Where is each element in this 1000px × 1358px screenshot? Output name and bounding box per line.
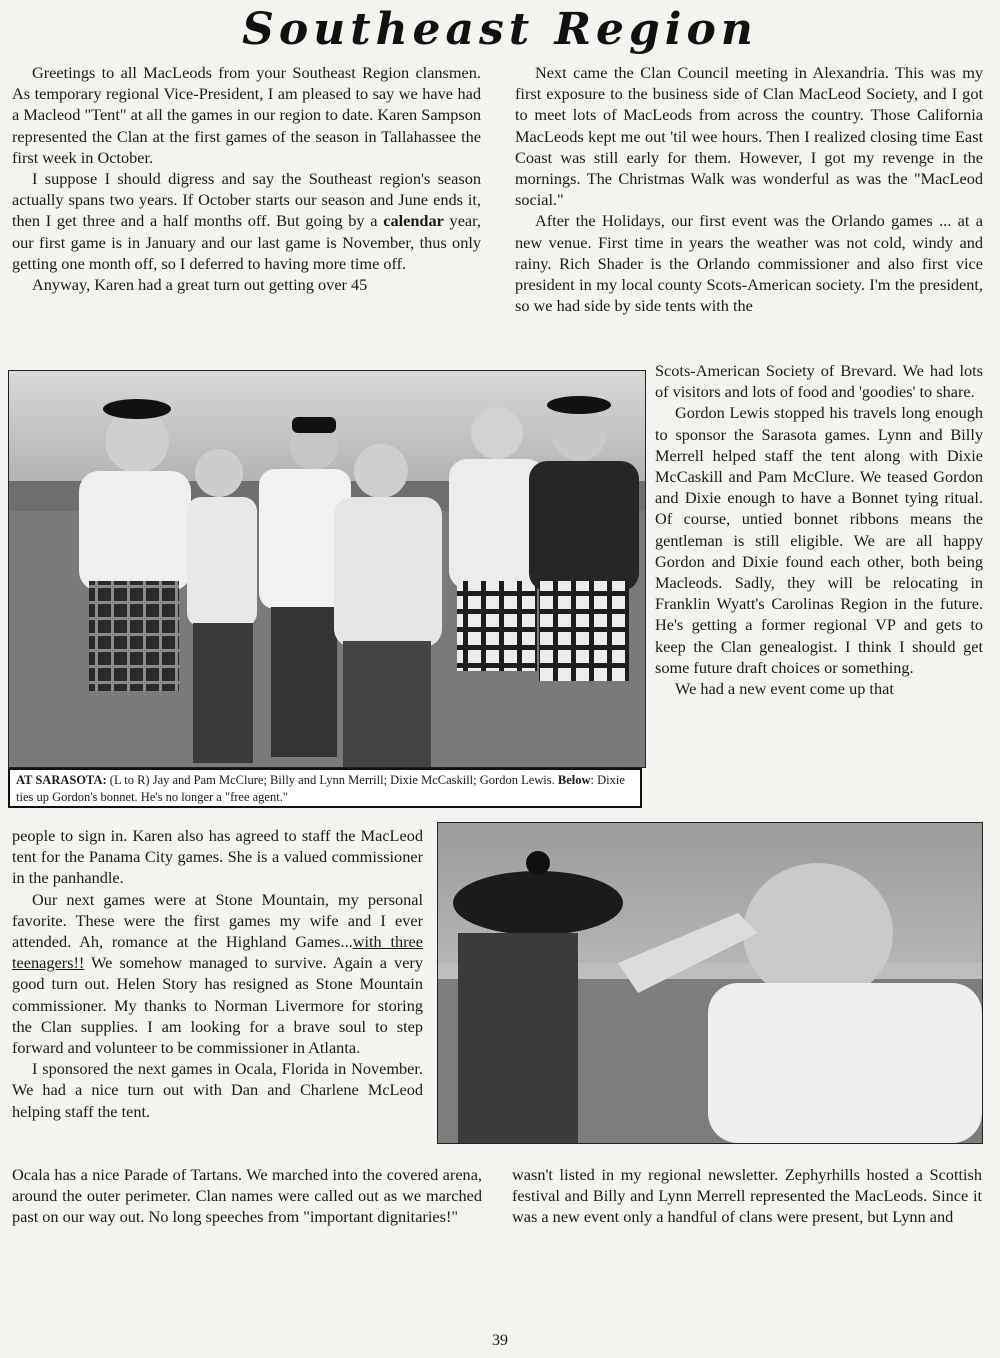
right-column-top — [515, 62, 983, 316]
paragraph: Greetings to all MacLeods from your Southeast Region clansmen. As temporary regional Vice-President, I am pleased to say we have had a Macleod "Tent" at all the games in our region to date. Karen Sampson represented the Clan at the first games of the season in Tallahassee the first week in October. — [12, 63, 481, 167]
paragraph: We had a new event come up that — [675, 679, 894, 699]
group-photo — [8, 370, 646, 768]
left-column-bottom — [12, 825, 423, 1122]
paragraph: Ocala has a nice Parade of Tartans. We marched into the covered arena, around the outer perimeter. Clan names were called out as we marched past on our way out. No long speeches from "important dignitaries!" — [12, 1165, 482, 1227]
left-column-top — [12, 62, 481, 295]
paragraph: Next came the Clan Council meeting in Alexandria. This was my first exposure to the business side of Clan MacLeod Society, and I got to meet lots of MacLeods from across the country. Those California MacLeods kept me out 'til wee hours. Then I realized closing time East Coast was still early for them. However, I got my revenge in the mornings. The Christmas Walk was wonderful as was the "MacLeod social." — [515, 63, 983, 210]
paragraph: Scots-American Society of Brevard. We had lots of visitors and lots of food and 'goodies' to share. — [655, 361, 983, 402]
page-title: Southeast Region — [242, 4, 758, 55]
right-column-bottom — [512, 1164, 982, 1228]
photo-caption: AT SARASOTA: (L to R) Jay and Pam McClure; Billy and Lynn Merrill; Dixie McCaskill; Gordon Lewis. Below: Dixie ties up Gordon's bonnet. He's no longer a "free agent." — [8, 768, 642, 808]
bonnet-photo — [437, 822, 983, 1144]
paragraph: Anyway, Karen had a great turn out getting over 45 — [32, 275, 368, 295]
paragraph: wasn't listed in my regional newsletter. Zephyrhills hosted a Scottish festival and Billy and Lynn Merrell represented the MacLeods. Since it was a new event only a handful of clans were present, but Lynn and — [512, 1165, 982, 1227]
paragraph: Our next games were at Stone Mountain, my personal favorite. These were the first games my wife and I ever attended. Ah, romance at the Highland Games...with three teenagers!! We somehow managed to survive. Again a very good turn out. Helen Story has resigned as Stone Mountain commissioner. My thanks to Norman Livermore for storing the Clan supplies. I am looking for a brave soul to step forward and volunteer to be commissioner in Atlanta. — [12, 889, 423, 1058]
paragraph: Gordon Lewis stopped his travels long enough to sponsor the Sarasota games. Lynn and Billy Merrell helped staff the tent along with Dixie McCaskill and Pam McClure. We teased Gordon and Dixie enough to have a Bonnet tying ritual. Of course, untied bonnet ribbons means the gentleman is still eligible. We are all happy Gordon and Dixie found each other, both being Macleods. Sadly, they will be relocating in Franklin Wyatt's Carolinas Region in the future. He's getting a former regional VP and gets to keep the Clan genealogist. I think I should get some future draft choices or something. — [655, 403, 983, 677]
left-column-continuation — [12, 1164, 482, 1228]
paragraph: I suppose I should digress and say the Southeast region's season actually spans two years. If October starts our season and June ends it, then I get three and a half months off. But going by a calendar year, our first game is in January and our last game is November, thus only getting one month off, so I deferred to having more time off. — [12, 169, 481, 273]
page-number: 39 — [492, 1332, 508, 1349]
right-column-wrap — [655, 360, 983, 699]
paragraph: After the Holidays, our first event was the Orlando games ... at a new venue. First time in years the weather was not cold, windy and rainy. Rich Shader is the Orlando commissioner and also first vice president in my local county Scots-American society. I'm the president, so we had side by side tents with the — [515, 211, 983, 316]
paragraph: people to sign in. Karen also has agreed to staff the MacLeod tent for the Panama City games. She is a valued commissioner in the panhandle. — [12, 826, 423, 888]
paragraph: I sponsored the next games in Ocala, Florida in November. We had a nice turn out with Dan and Charlene McLeod helping staff the tent. — [12, 1059, 423, 1121]
